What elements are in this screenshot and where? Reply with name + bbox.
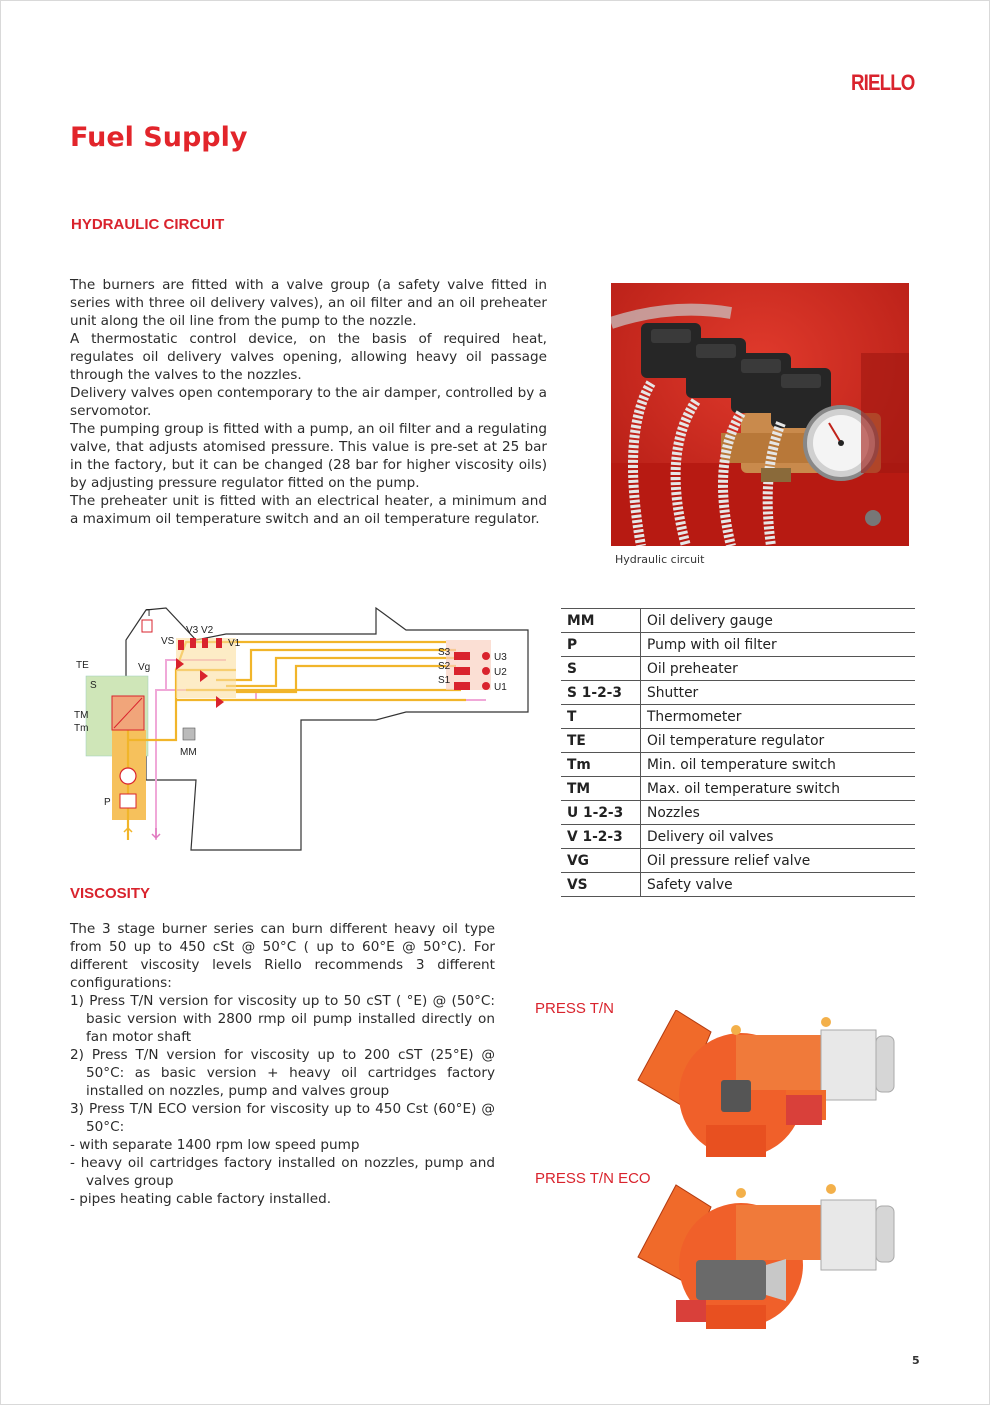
label-V3V2: V3 V2 bbox=[186, 625, 214, 636]
legend-row bbox=[561, 825, 915, 849]
viscosity-text bbox=[70, 920, 495, 1208]
legend-description: Thermometer bbox=[641, 705, 916, 729]
press-tn-eco-burner-drawing bbox=[636, 1175, 911, 1335]
legend-row bbox=[561, 777, 915, 801]
legend-description: Oil preheater bbox=[641, 657, 916, 681]
hydraulic-photo-drawing bbox=[611, 283, 909, 546]
legend-code: MM bbox=[561, 609, 641, 633]
label-TE: TE bbox=[76, 660, 89, 671]
legend-code: Tm bbox=[561, 753, 641, 777]
hydraulic-circuit-photo bbox=[611, 283, 909, 546]
label-P: P bbox=[104, 797, 111, 808]
press-tn-label: PRESS T/N bbox=[535, 1000, 614, 1017]
legend-code: V 1-2-3 bbox=[561, 825, 641, 849]
legend-row bbox=[561, 873, 915, 897]
legend-description: Min. oil temperature switch bbox=[641, 753, 916, 777]
viscosity-item: 2) Press T/N version for viscosity up to 200 cST (25°E) @ 50°C: as basic version + heavy oil cartridges factory installed on nozzles, pump and valves group bbox=[70, 1047, 495, 1099]
hydraulic-paragraph: The burners are fitted with a valve group (a safety valve fitted in series with three oil delivery valves), an oil filter and an oil preheater unit along the oil line from the pump to the nozzle. bbox=[70, 277, 547, 329]
viscosity-item: - with separate 1400 rpm low speed pump bbox=[70, 1137, 360, 1153]
legend-row bbox=[561, 753, 915, 777]
page-number: 5 bbox=[912, 1354, 920, 1367]
label-S1: S1 bbox=[438, 675, 451, 686]
legend-code: S 1-2-3 bbox=[561, 681, 641, 705]
label-U2: U2 bbox=[494, 667, 507, 678]
legend-code: U 1-2-3 bbox=[561, 801, 641, 825]
label-S3: S3 bbox=[438, 647, 451, 658]
legend-row bbox=[561, 705, 915, 729]
legend-description: Nozzles bbox=[641, 801, 916, 825]
brand-logo: RIELLO bbox=[851, 70, 915, 95]
hydraulic-schematic-drawing bbox=[66, 600, 536, 860]
legend-row bbox=[561, 801, 915, 825]
viscosity-item: 3) Press T/N ECO version for viscosity up to 450 Cst (60°E) @ 50°C: bbox=[70, 1101, 495, 1135]
viscosity-item: - pipes heating cable factory installed. bbox=[70, 1191, 332, 1207]
legend-row bbox=[561, 609, 915, 633]
legend-description: Pump with oil filter bbox=[641, 633, 916, 657]
press-tn-burner-image bbox=[636, 1010, 911, 1169]
hydraulic-text bbox=[70, 276, 547, 528]
label-VS: VS bbox=[161, 636, 175, 647]
legend-row bbox=[561, 681, 915, 705]
viscosity-item: - heavy oil cartridges factory installed on nozzles, pump and valves group bbox=[70, 1155, 495, 1189]
photo-caption: Hydraulic circuit bbox=[615, 553, 705, 566]
legend-description: Safety valve bbox=[641, 873, 916, 897]
hydraulic-paragraph: The pumping group is fitted with a pump, an oil filter and a regulating valve, that adjusts atomised pressure. This value is pre-set at 25 bar in the factory, but it can be changed (28 bar for higher viscosity oils) by adjusting pressure regulator fitted on the pump. bbox=[70, 421, 547, 491]
legend-row bbox=[561, 633, 915, 657]
legend-description: Max. oil temperature switch bbox=[641, 777, 916, 801]
hydraulic-schematic bbox=[66, 600, 536, 860]
legend-code: VG bbox=[561, 849, 641, 873]
legend-description: Oil delivery gauge bbox=[641, 609, 916, 633]
label-Vg: Vg bbox=[138, 662, 151, 673]
legend-row bbox=[561, 849, 915, 873]
hydraulic-paragraph: Delivery valves open contemporary to the air damper, controlled by a servomotor. bbox=[70, 385, 547, 419]
legend-code: S bbox=[561, 657, 641, 681]
legend-code: VS bbox=[561, 873, 641, 897]
press-tn-eco-label: PRESS T/N ECO bbox=[535, 1170, 651, 1187]
label-U1: U1 bbox=[494, 682, 507, 693]
press-tn-eco-burner-image bbox=[636, 1175, 911, 1339]
label-TM: TM bbox=[74, 710, 89, 721]
label-S: S bbox=[90, 680, 97, 691]
hydraulic-paragraph: A thermostatic control device, on the basis of required heat, regulates oil delivery valves opening, allowing heavy oil passage through the valves to the nozzles. bbox=[70, 331, 547, 383]
label-S2: S2 bbox=[438, 661, 451, 672]
label-V1: V1 bbox=[228, 638, 241, 649]
press-tn-burner-drawing bbox=[636, 1010, 911, 1165]
legend-code: TE bbox=[561, 729, 641, 753]
legend-code: P bbox=[561, 633, 641, 657]
hydraulic-heading: HYDRAULIC CIRCUIT bbox=[71, 216, 225, 233]
legend-code: TM bbox=[561, 777, 641, 801]
label-T: T bbox=[146, 608, 153, 619]
viscosity-item: 1) Press T/N version for viscosity up to 50 cST ( °E) @ (50°C: basic version with 2800 rmp oil pump installed directly on fan motor shaft bbox=[70, 993, 495, 1045]
label-Tm: Tm bbox=[74, 723, 89, 734]
page-title: Fuel Supply bbox=[70, 122, 248, 153]
label-MM: MM bbox=[180, 747, 197, 758]
legend-code: T bbox=[561, 705, 641, 729]
legend-table bbox=[561, 608, 915, 897]
legend-description: Oil temperature regulator bbox=[641, 729, 916, 753]
viscosity-heading: VISCOSITY bbox=[70, 885, 151, 902]
legend-row bbox=[561, 729, 915, 753]
legend-row bbox=[561, 657, 915, 681]
legend-description: Shutter bbox=[641, 681, 916, 705]
viscosity-intro: The 3 stage burner series can burn different heavy oil type from 50 up to 450 cSt @ 50°C ( up to 60°E @ 50°C). For different viscosity levels Riello recommends 3 different configurations: bbox=[70, 921, 495, 991]
label-U3: U3 bbox=[494, 652, 507, 663]
legend-description: Oil pressure relief valve bbox=[641, 849, 916, 873]
legend-description: Delivery oil valves bbox=[641, 825, 916, 849]
hydraulic-paragraph: The preheater unit is fitted with an electrical heater, a minimum and a maximum oil temperature switch and an oil temperature regulator. bbox=[70, 493, 547, 527]
